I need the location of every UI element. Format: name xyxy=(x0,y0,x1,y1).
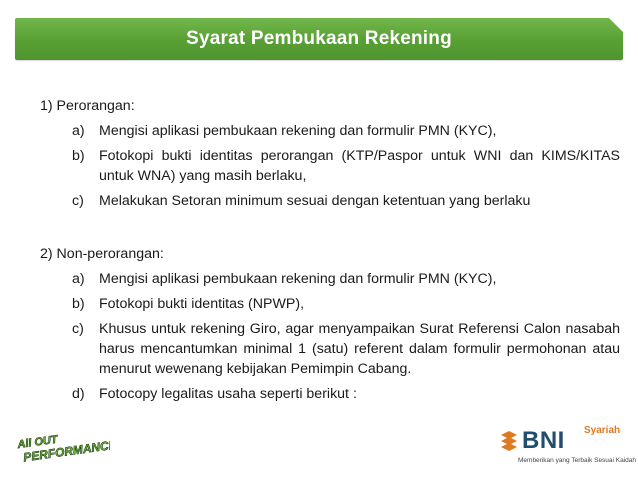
list-item xyxy=(40,191,620,211)
bni-brand-suffix: Syariah xyxy=(584,425,621,436)
list-item-label: c) xyxy=(72,321,84,337)
list-item xyxy=(40,319,620,379)
title-banner xyxy=(15,18,623,60)
list-item xyxy=(40,121,620,141)
bni-tagline: Memberikan yang Terbaik Sesuai Kaidah xyxy=(518,457,637,464)
list-item xyxy=(40,269,620,289)
list-item-label: d) xyxy=(72,386,85,402)
list-item-text: Mengisi aplikasi pembukaan rekening dan formulir PMN (KYC), xyxy=(99,271,497,287)
slide-title: Syarat Pembukaan Rekening xyxy=(186,28,452,49)
list-item-text: Fotokopi bukti identitas perorangan (KTP/Paspor untuk WNI dan KIMS/KITAS untuk WNA) yang masih berlaku, xyxy=(99,148,620,184)
svg-text:All OUT: All OUT xyxy=(16,433,59,452)
list-item xyxy=(40,294,620,314)
section-perorangan xyxy=(40,96,620,211)
list-item-text: Melakukan Setoran minimum sesuai dengan ketentuan yang berlaku xyxy=(99,193,531,209)
svg-text:PERFORMANCE!: PERFORMANCE! xyxy=(22,436,110,462)
list-item-text: Fotocopy legalitas usaha seperti berikut : xyxy=(99,386,357,402)
all-out-performance-logo xyxy=(14,428,110,462)
banner-corner-cut xyxy=(609,18,623,32)
list-item xyxy=(40,384,620,404)
section-heading: 1) Perorangan: xyxy=(40,98,135,114)
list-item-label: b) xyxy=(72,296,85,312)
list-item-label: a) xyxy=(72,271,85,287)
list-item-text: Fotokopi bukti identitas (NPWP), xyxy=(99,296,305,312)
list-item xyxy=(40,146,620,186)
list-item-text: Mengisi aplikasi pembukaan rekening dan formulir PMN (KYC), xyxy=(99,123,497,139)
list-item-label: b) xyxy=(72,148,85,164)
bni-brand-name: BNI xyxy=(522,427,565,454)
list-item-label: c) xyxy=(72,193,84,209)
section-heading: 2) Non-perorangan: xyxy=(40,246,164,262)
section-non-perorangan xyxy=(40,244,620,404)
list-item-text: Khusus untuk rekening Giro, agar menyampaikan Surat Referensi Calon nasabah harus mencantumkan minimal 1 (satu) referent dalam formulir permohonan atau menurut wewenang kebijakan Pemimpin Cabang. xyxy=(99,321,620,377)
bni-syariah-logo xyxy=(496,423,637,469)
bni-mark-icon xyxy=(498,429,520,453)
list-item-label: a) xyxy=(72,123,85,139)
